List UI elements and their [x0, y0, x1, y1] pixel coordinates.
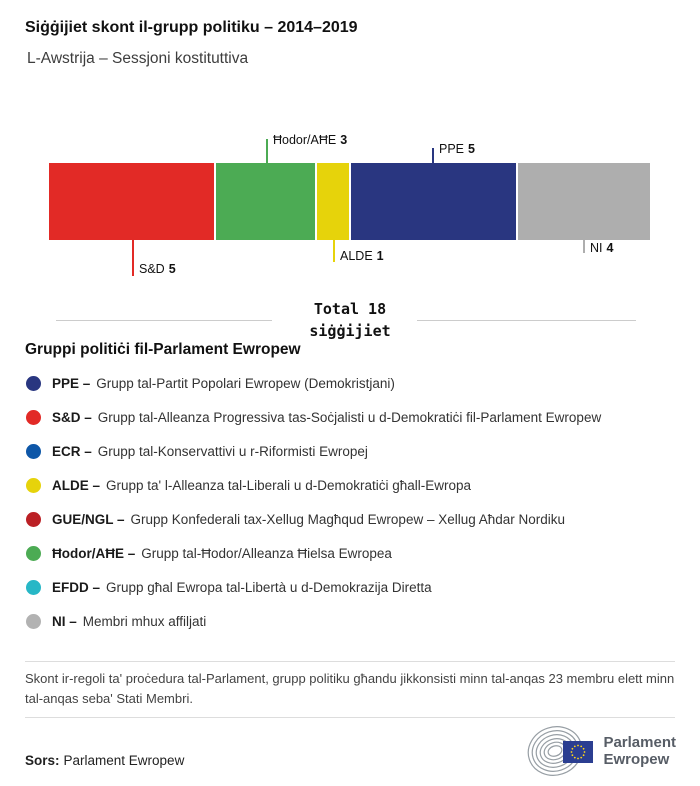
legend-item-name: PPE –	[52, 375, 91, 391]
total-seats-block	[0, 300, 700, 344]
bar-label-alde	[340, 249, 384, 263]
alde-color-dot-icon	[26, 478, 41, 493]
legend-item-name: NI –	[52, 613, 77, 629]
bar-segment-alde[interactable]	[315, 163, 350, 240]
group-name: S&D	[139, 262, 165, 276]
group-name: ALDE	[340, 249, 373, 263]
group-name: Ħodor/AĦE	[273, 133, 337, 147]
ni-color-dot-icon	[26, 614, 41, 629]
bar-label-ppe	[439, 142, 475, 156]
legend-item-name: S&D –	[52, 409, 92, 425]
legend-item-description: Grupp għal Ewropa tal-Libertà u d-Demokrazija Diretta	[106, 579, 432, 595]
callout-line-sd	[132, 240, 134, 276]
bar-segment-sd[interactable]	[49, 163, 214, 240]
european-parliament-logo	[527, 725, 676, 777]
legend-item-efdd	[25, 570, 685, 604]
total-divider-right	[417, 320, 636, 321]
footnote-text: Skont ir-regoli ta' proċedura tal-Parlament, grupp politiku għandu jikkonsisti minn tal-anqas 23 membru elett minn tal-anqas seba' Stati Membri.	[25, 671, 675, 706]
callout-line-ni	[583, 240, 585, 253]
legend-list	[25, 366, 685, 638]
legend-item-name: EFDD –	[52, 579, 101, 595]
legend-item-description: Grupp ta' l-Alleanza tal-Liberali u d-Demokratiċi għall-Ewropa	[106, 477, 472, 493]
logo-wordmark	[603, 734, 676, 768]
group-seats: 5	[468, 142, 475, 156]
legend-item-description: Grupp tal-Partit Popolari Ewropew (Demokristjani)	[96, 375, 395, 391]
logo-line2: Ewropew	[603, 751, 670, 768]
group-name: PPE	[439, 142, 465, 156]
callout-line-hodor-ahe	[266, 139, 268, 163]
legend-item-name: ECR –	[52, 443, 92, 459]
bar-label-sd	[139, 262, 176, 276]
legend-item-description: Grupp tal-Konservattivi u r-Riformisti Ewropej	[97, 443, 368, 459]
group-seats: 5	[168, 262, 176, 276]
legend-item-description: Grupp tal-Alleanza Progressiva tas-Soċjalisti u d-Demokratiċi fil-Parlament Ewropew	[97, 409, 602, 425]
bar-segment-hodor-ahe[interactable]	[214, 163, 315, 240]
ppe-color-dot-icon	[26, 376, 41, 391]
group-name: NI	[590, 241, 603, 255]
hodor-ahe-color-dot-icon	[26, 546, 41, 561]
efdd-color-dot-icon	[26, 580, 41, 595]
total-divider-left	[56, 320, 272, 321]
group-seats: 4	[606, 241, 614, 255]
source-value: Parlament Ewropew	[63, 753, 185, 768]
stacked-bar	[49, 163, 650, 240]
seat-distribution-chart	[0, 130, 700, 290]
ecr-color-dot-icon	[26, 444, 41, 459]
legend-item-description: Grupp tal-Ħodor/Alleanza Ħielsa Ewropea	[141, 545, 392, 561]
legend-item-sd	[25, 400, 685, 434]
legend-item-description: Membri mhux affiljati	[82, 613, 207, 629]
legend-item-name: ALDE –	[52, 477, 101, 493]
bar-segment-ni[interactable]	[516, 163, 650, 240]
legend-item-ecr	[25, 434, 685, 468]
callout-line-alde	[333, 240, 335, 262]
bar-segment-ppe[interactable]	[349, 163, 516, 240]
total-seats-line2: siġġijiet	[309, 322, 391, 340]
footnote-divider-top	[25, 661, 675, 662]
callout-line-ppe	[432, 148, 434, 163]
page-title: Siġġijiet skont il-grupp politiku – 2014–2019	[25, 19, 358, 36]
page-subtitle: L-Awstrija – Sessjoni kostituttiva	[27, 50, 249, 67]
legend-item-description: Grupp Konfederali tax-Xellug Magħqud Ewropew – Xellug Aħdar Nordiku	[130, 511, 566, 527]
legend-item-name: Ħodor/AĦE –	[52, 545, 136, 561]
legend-item-gue-ngl	[25, 502, 685, 536]
source-label: Sors:	[25, 753, 60, 768]
group-seats: 3	[340, 133, 348, 147]
gue-ngl-color-dot-icon	[26, 512, 41, 527]
legend-item-ppe	[25, 366, 685, 400]
legend-item-ni	[25, 604, 685, 638]
legend-item-alde	[25, 468, 685, 502]
logo-line1: Parlament	[603, 734, 676, 751]
legend-heading: Gruppi politiċi fil-Parlament Ewropew	[25, 341, 301, 358]
legend-item-hodor-ahe	[25, 536, 685, 570]
bar-label-hodor-ahe	[273, 133, 347, 147]
eu-flag	[563, 741, 593, 763]
footnote-divider-bottom	[25, 717, 675, 718]
group-seats: 1	[376, 249, 384, 263]
source-line	[25, 753, 184, 768]
total-seats-line1: Total 18	[313, 300, 387, 318]
sd-color-dot-icon	[26, 410, 41, 425]
bar-label-ni	[590, 241, 613, 255]
parliament-hemicycle-icon	[527, 725, 595, 777]
legend-item-name: GUE/NGL –	[52, 511, 125, 527]
